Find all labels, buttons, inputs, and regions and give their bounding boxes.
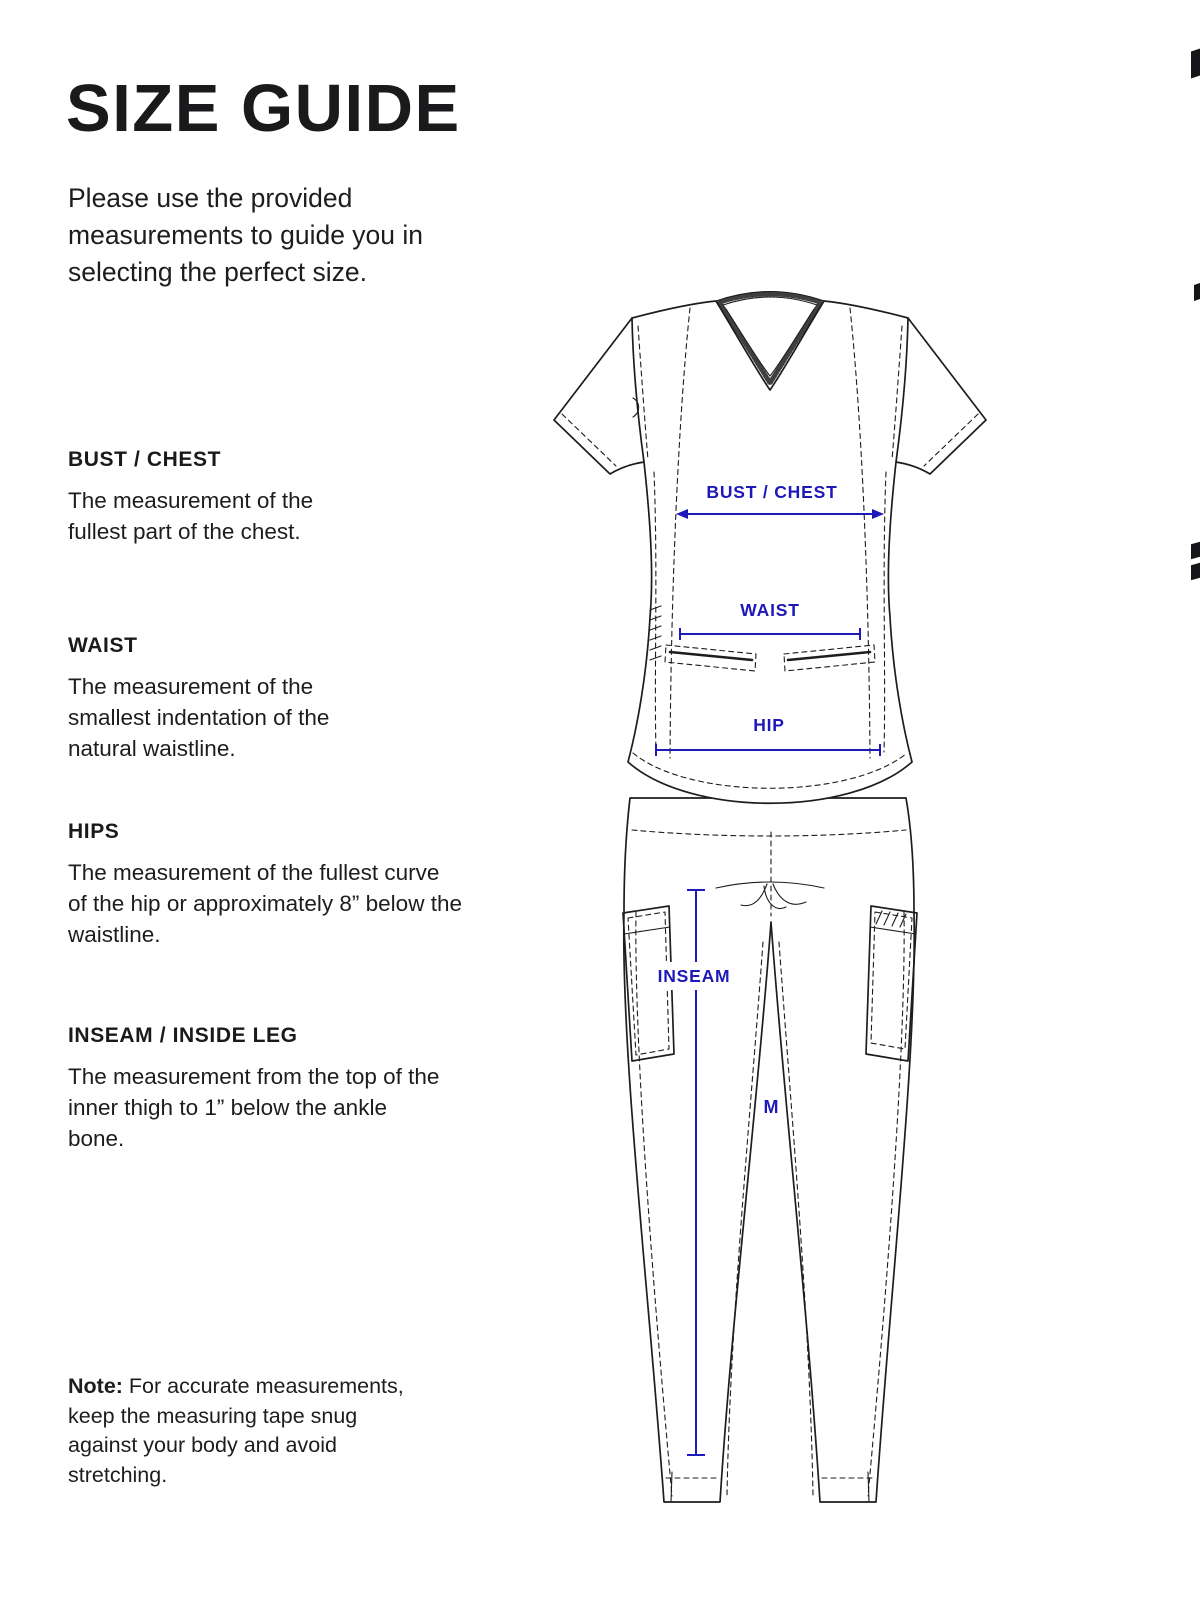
- hip-diagram-label: HIP: [753, 715, 785, 735]
- edge-artifact: [1194, 283, 1200, 301]
- section-heading-inseam: INSEAM / INSIDE LEG: [68, 1024, 298, 1047]
- note-label: Note:: [68, 1374, 123, 1398]
- section-hips: [68, 820, 463, 950]
- right-sleeve: [896, 318, 986, 474]
- section-heading-bust: BUST / CHEST: [68, 448, 222, 471]
- waist-diagram-label: WAIST: [740, 600, 800, 620]
- section-heading-waist: WAIST: [68, 634, 138, 657]
- section-body-inseam: The measurement from the top of the inner thigh to 1” below the ankle bone.: [68, 1064, 440, 1151]
- edge-artifact: [1191, 563, 1200, 580]
- section-bust-chest: [68, 448, 368, 547]
- bust-chest-diagram-label: BUST / CHEST: [706, 482, 838, 502]
- left-sleeve: [554, 318, 644, 474]
- section-waist: [68, 634, 393, 764]
- section-inseam: [68, 1024, 443, 1154]
- edge-artifact: [1191, 49, 1200, 79]
- section-heading-hips: HIPS: [68, 820, 120, 843]
- size-letter-label: M: [763, 1097, 779, 1117]
- scrubs-measurement-diagram: [520, 272, 1020, 1562]
- page-title: SIZE GUIDE: [66, 71, 461, 146]
- intro-text: Please use the provided measurements to guide you in selecting the perfect size.: [68, 183, 424, 287]
- note-text: [68, 1372, 416, 1490]
- edge-artifact: [1191, 542, 1200, 559]
- note-body: For accurate measurements, keep the measuring tape snug against your body and avoid stretching.: [68, 1374, 404, 1487]
- scrub-pants-sketch: [623, 798, 917, 1502]
- section-body-bust: The measurement of the fullest part of the chest.: [68, 488, 314, 544]
- section-body-waist: The measurement of the smallest indentation of the natural waistline.: [68, 674, 330, 761]
- pants-outline: [624, 798, 914, 1502]
- section-body-hips: The measurement of the fullest curve of the hip or approximately 8” below the waistline.: [68, 860, 462, 947]
- inseam-diagram-label: INSEAM: [657, 966, 731, 986]
